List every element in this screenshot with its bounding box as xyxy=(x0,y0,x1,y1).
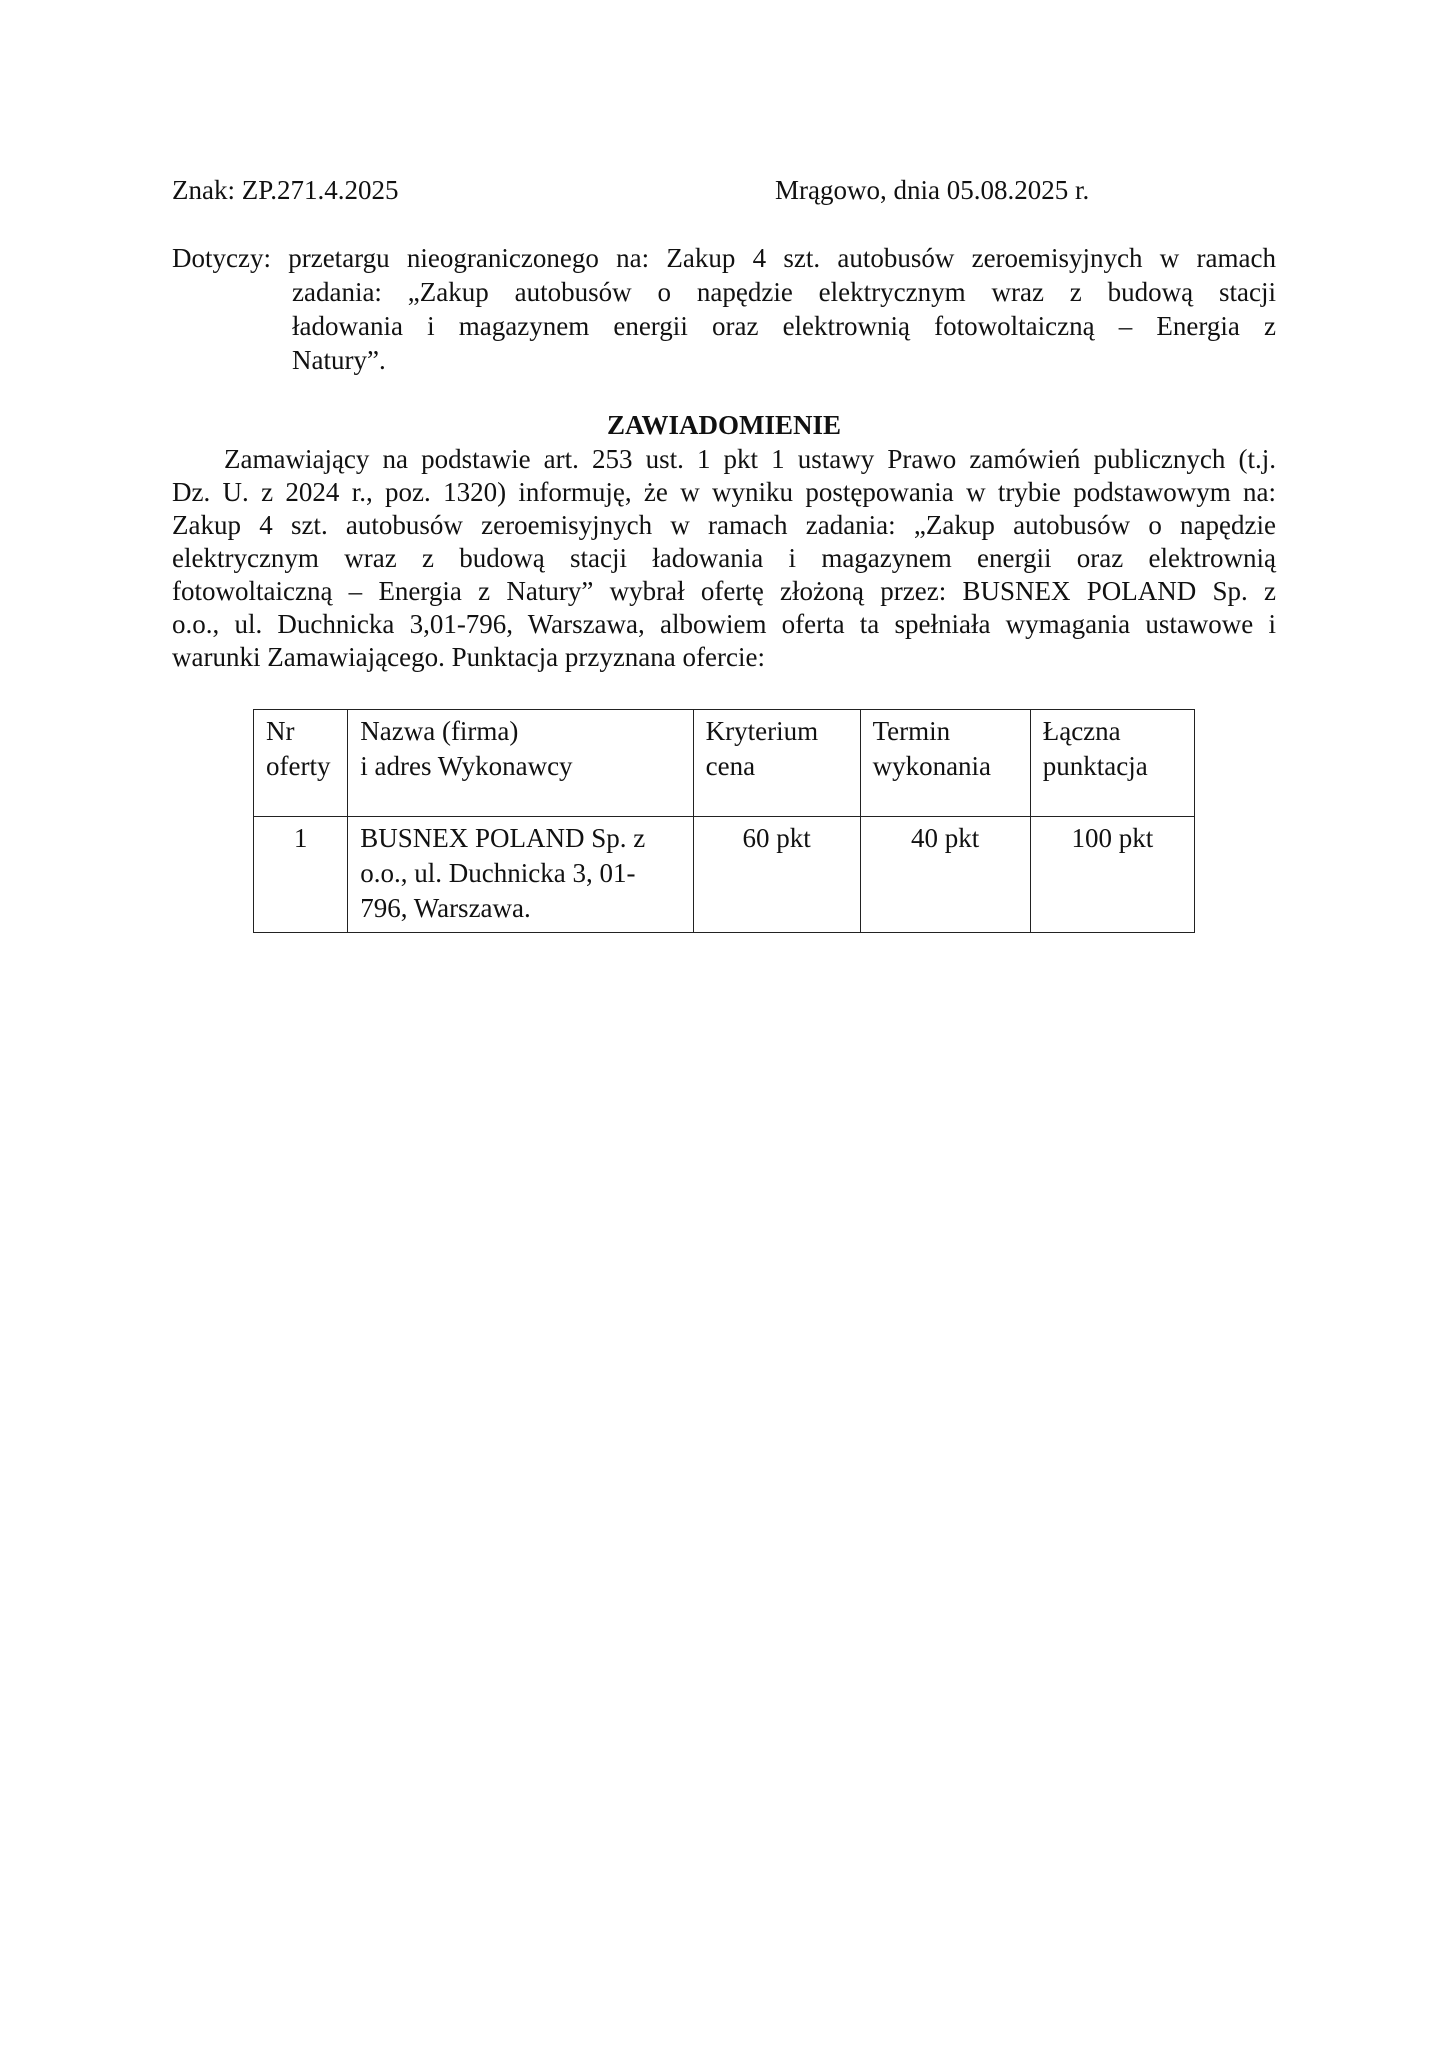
place-and-date: Mrągowo, dnia 05.08.2025 r. xyxy=(775,175,1090,205)
subject-line: zadania: „Zakup autobusów o napędzie elektrycznym wraz z budową stacji xyxy=(292,277,1276,307)
cell-term-score: 40 pkt xyxy=(860,817,1030,933)
reference-number: Znak: ZP.271.4.2025 xyxy=(172,175,399,205)
subject-line: Natury”. xyxy=(292,345,386,375)
table-row xyxy=(254,817,1195,933)
header-contractor: Nazwa (firma) i adres Wykonawcy xyxy=(348,710,693,817)
cell-contractor: BUSNEX POLAND Sp. z o.o., ul. Duchnicka 3, 01- 796, Warszawa. xyxy=(348,817,693,933)
notice-line: elektrycznym wraz z budową stacji ładowania i magazynem energii oraz elektrownią xyxy=(172,543,1276,573)
notice-title: ZAWIADOMIENIE xyxy=(606,410,842,440)
table-header-row xyxy=(254,710,1195,817)
notice-body xyxy=(172,443,1276,674)
subject-line: ładowania i magazynem energii oraz elektrownią fotowoltaiczną – Energia z xyxy=(292,311,1276,341)
notice-line: Zakup 4 szt. autobusów zeroemisyjnych w ramach zadania: „Zakup autobusów o napędzie xyxy=(172,510,1276,540)
score-table xyxy=(253,709,1195,933)
header-completion-term: Termin wykonania xyxy=(860,710,1030,817)
notice-line: warunki Zamawiającego. Punktacja przyznana ofercie: xyxy=(172,642,765,672)
header-offer-number: Nr oferty xyxy=(254,710,348,817)
notice-line: Zamawiający na podstawie art. 253 ust. 1 pkt 1 ustawy Prawo zamówień publicznych (t.j. xyxy=(224,444,1276,474)
cell-price-score: 60 pkt xyxy=(693,817,860,933)
cell-total-score: 100 pkt xyxy=(1030,817,1194,933)
subject-line: Dotyczy: przetargu nieograniczonego na: Zakup 4 szt. autobusów zeroemisyjnych w ramach xyxy=(172,243,1276,273)
notice-line: o.o., ul. Duchnicka 3,01-796, Warszawa, albowiem oferta ta spełniała wymagania ustawowe i xyxy=(172,609,1276,639)
header-total-score: Łączna punktacja xyxy=(1030,710,1194,817)
cell-offer-number: 1 xyxy=(254,817,348,933)
subject-paragraph xyxy=(172,241,1276,377)
notice-line: Dz. U. z 2024 r., poz. 1320) informuję, że w wyniku postępowania w trybie podstawowym na: xyxy=(172,477,1276,507)
notice-line: fotowoltaiczną – Energia z Natury” wybrał ofertę złożoną przez: BUSNEX POLAND Sp. z xyxy=(172,576,1276,606)
header-price-criterion: Kryterium cena xyxy=(693,710,860,817)
